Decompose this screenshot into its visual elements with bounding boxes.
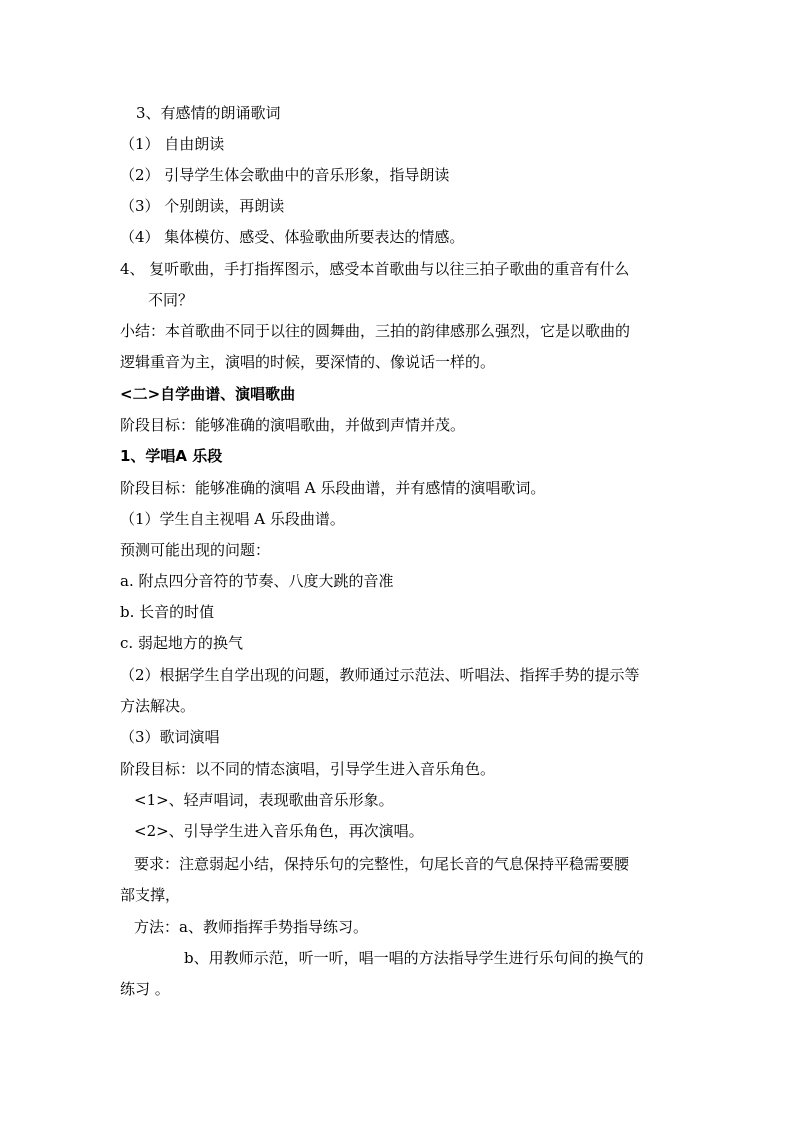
sub-item-1: <1>、轻声唱词，表现歌曲音乐形象。 [134, 791, 394, 809]
item-2-guided-reading: （2） 引导学生体会歌曲中的音乐形象，指导朗读 [120, 166, 450, 184]
method-line-1: 方法：a、教师指挥手势指导练习。 [134, 918, 368, 936]
requirement-line-1: 要求：注意弱起小结，保持乐句的完整性，句尾长音的气息保持平稳需要腰 [134, 855, 630, 873]
summary-line-2: 逻辑重音为主，演唱的时候，要深情的、像说话一样的。 [120, 353, 496, 371]
step-4-relisten: 4、 复听歌曲，手打指挥图示，感受本首歌曲与以往三拍子歌曲的重音有什么 [120, 260, 630, 278]
section-2-heading: <二>自学曲谱、演唱歌曲 [120, 385, 296, 403]
step-3-lyrics: （3）歌词演唱 [120, 728, 220, 746]
problem-a: a. 附点四分音符的节奏、八度大跳的音准 [120, 572, 394, 590]
stage-goal-song: 阶段目标：能够准确的演唱歌曲，并做到声情并茂。 [120, 416, 466, 434]
subsection-1-heading: 1、学唱A 乐段 [120, 447, 223, 465]
step-2-solutions: （2）根据学生自学出现的问题，教师通过示范法、听唱法、指挥手势的提示等 [120, 666, 640, 684]
summary-line-1: 小结：本首歌曲不同于以往的圆舞曲，三拍的韵律感那么强烈，它是以歌曲的 [120, 322, 631, 340]
step-4-continuation: 不同？ [148, 291, 194, 309]
stage-goal-roles: 阶段目标：以不同的情态演唱，引导学生进入音乐角色。 [120, 760, 496, 778]
step-2-continuation: 方法解决。 [120, 697, 196, 715]
requirement-line-2: 部支撑， [120, 886, 181, 904]
item-3-individual-reading: （3） 个别朗读，再朗读 [120, 197, 285, 215]
method-line-2: b、用教师示范，听一听，唱一唱的方法指导学生进行乐句间的换气的 [184, 949, 644, 967]
predicted-problems-label: 预测可能出现的问题： [120, 541, 271, 559]
item-4-group-imitation: （4） 集体模仿、感受、体验歌曲所要表达的情感。 [120, 228, 465, 246]
method-line-3: 练习 。 [120, 980, 170, 998]
problem-c: c. 弱起地方的换气 [120, 634, 243, 652]
item-1-free-reading: （1） 自由朗读 [120, 135, 225, 153]
problem-b: b. 长音的时值 [120, 603, 215, 621]
sub-item-2: <2>、引导学生进入音乐角色，再次演唱。 [134, 822, 424, 840]
step-3-heading: 3、有感情的朗诵歌词 [136, 104, 281, 122]
step-1-sight-singing: （1）学生自主视唱 A 乐段曲谱。 [120, 510, 345, 528]
stage-goal-section-a: 阶段目标：能够准确的演唱 A 乐段曲谱，并有感情的演唱歌词。 [120, 479, 546, 497]
